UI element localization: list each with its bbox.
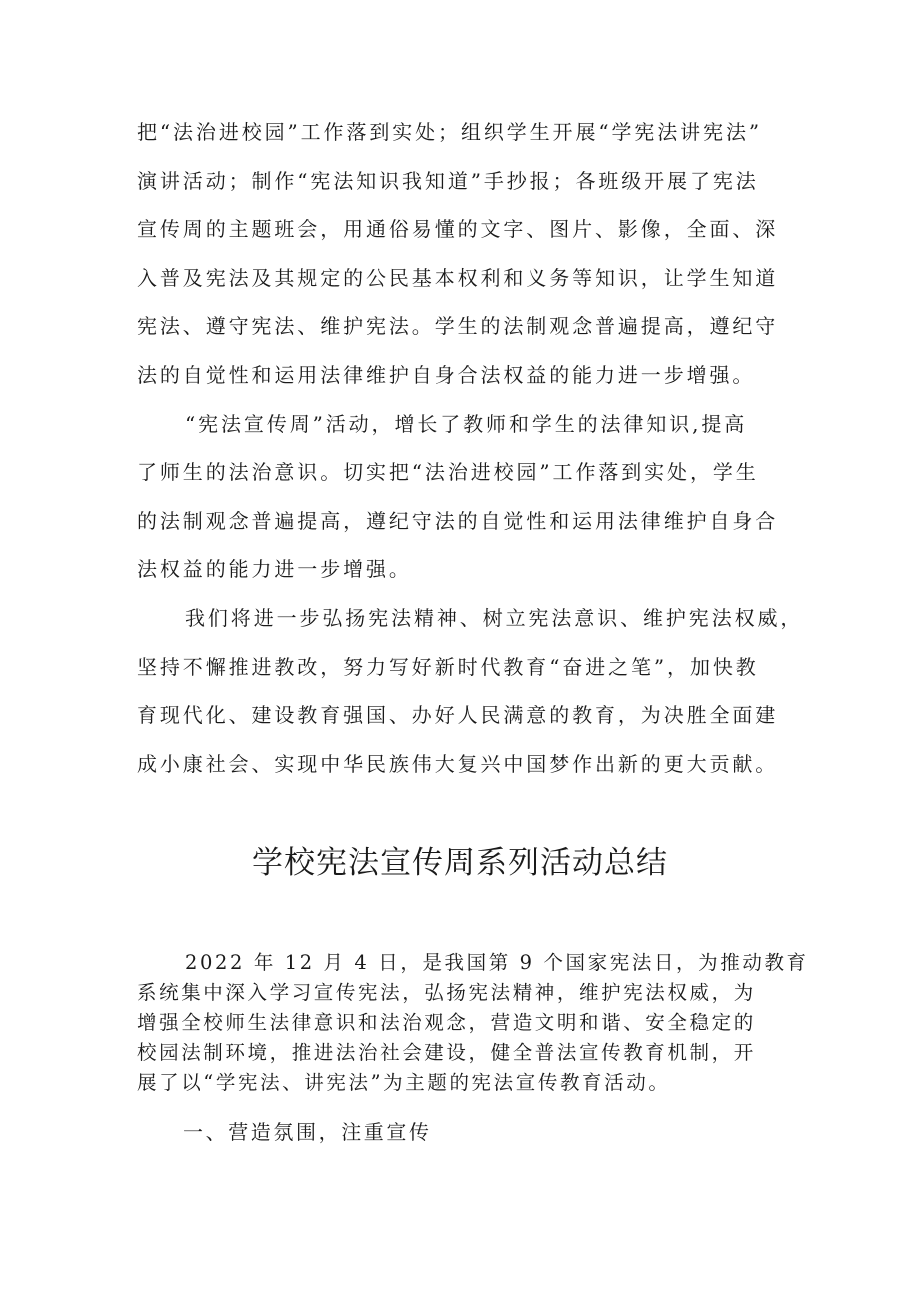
text-line: 我们将进一步弘扬宪法精神、树立宪法意识、维护宪法权威， [185,605,804,630]
text-line: 入普及宪法及其规定的公民基本权利和义务等知识，让学生知道 [137,265,779,290]
text-line: 育现代化、建设教育强国、办好人民满意的教育，为决胜全面建 [137,703,779,728]
text-line: 展了以“学宪法、讲宪法”为主题的宪法宣传教育活动。 [137,1071,671,1094]
bottom-section [137,948,809,1098]
paragraph-activities [137,112,799,404]
text-line: 的法制观念普遍提高，遵纪守法的自觉性和运用法律维护自身合 [137,508,779,533]
text-line: 增强全校师生法律意识和法治观念，营造文明和谐、安全稳定的 [137,1011,756,1034]
text-line: 法权益的能力进一步增强。 [137,557,412,582]
paragraph-introduction [137,948,809,1098]
text-line: 演讲活动；制作“宪法知识我知道”手抄报；各班级开展了宪法 [137,168,759,193]
text-line: 2022 年 12 月 4 日，是我国第 9 个国家宪法日，为推动教育 [185,951,809,974]
text-line: “宪法宣传周”活动，增长了教师和学生的法律知识,提高 [185,411,748,436]
text-line: 法的自觉性和运用法律维护自身合法权益的能力进一步增强。 [137,362,756,387]
text-line: 成小康社会、实现中华民族伟大复兴中国梦作出新的更大贡献。 [137,751,779,776]
text-line: 宪法、遵守宪法、维护宪法。学生的法制观念普遍提高，遵纪守 [137,314,779,339]
text-line: 了师生的法治意识。切实把“法治进校园”工作落到实处，学生 [137,460,759,485]
document-title: 学校宪法宣传周系列活动总结 [252,845,668,881]
text-line: 系统集中深入学习宣传宪法，弘扬宪法精神，维护宪法权威，为 [137,981,756,1004]
section-heading: 一、营造氛围，注重宣传 [183,1120,432,1144]
text-line: 坚持不懈推进教改，努力写好新时代教育“奋进之笔”，加快教 [137,654,759,679]
text-line: 宣传周的主题班会，用通俗易懂的文字、图片、影像，全面、深 [137,217,779,242]
text-line: 把“法治进校园”工作落到实处；组织学生开展“学宪法讲宪法” [137,120,762,144]
top-section [137,112,804,792]
paragraph-outlook [137,598,804,792]
paragraph-results [137,404,799,598]
text-line: 校园法制环境，推进法治社会建设，健全普法宣传教育机制，开 [137,1041,756,1064]
